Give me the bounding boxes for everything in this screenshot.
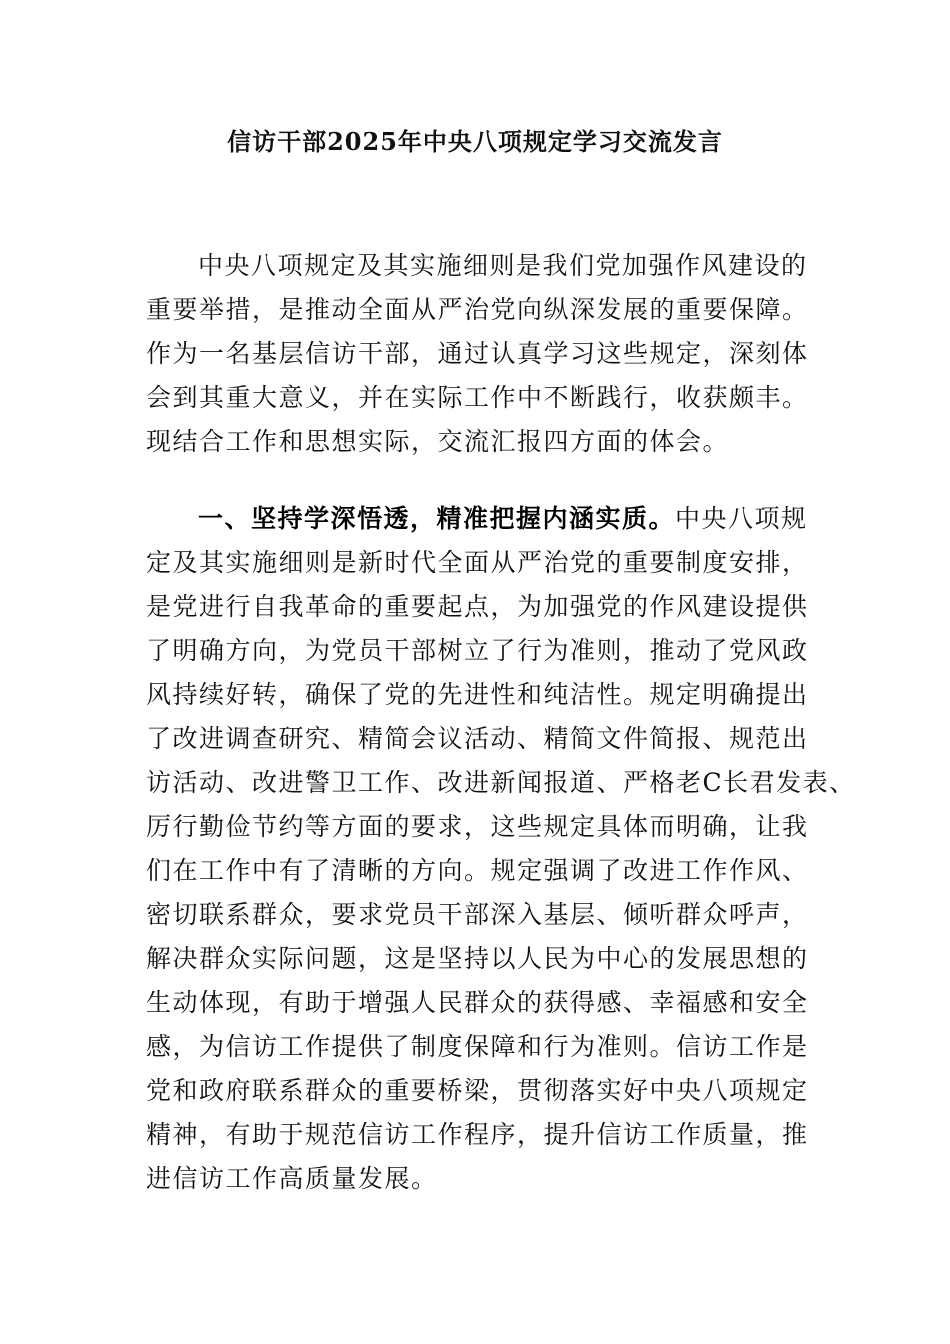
section-1-line: 风持续好转，确保了党的先进性和纯洁性。规定明确提出 <box>146 680 809 709</box>
section-1-line: 访活动、改进警卫工作、改进新闻报道、严格老C长君发表、 <box>146 768 856 797</box>
section-1-first-line-text: 中央八项规 <box>675 504 808 533</box>
section-1-line: 是党进行自我革命的重要起点，为加强党的作风建设提供 <box>146 592 809 621</box>
section-1-line: 生动体现，有助于增强人民群众的获得感、幸福感和安全 <box>146 988 809 1017</box>
intro-line: 现结合工作和思想实际，交流汇报四方面的体会。 <box>146 427 730 456</box>
document-title: 信访干部2025年中央八项规定学习交流发言 <box>227 127 723 156</box>
section-1-heading: 一、坚持学深悟透，精准把握内涵实质。 <box>198 504 676 533</box>
intro-line: 作为一名基层信访干部，通过认真学习这些规定，深刻体 <box>146 339 809 368</box>
section-1-line: 解决群众实际问题，这是坚持以人民为中心的发展思想的 <box>146 944 809 973</box>
section-1-line: 密切联系群众，要求党员干部深入基层、倾听群众呼声， <box>146 900 809 929</box>
section-1-line: 了改进调查研究、精简会议活动、精简文件简报、规范出 <box>146 724 809 753</box>
intro-line: 重要举措，是推动全面从严治党向纵深发展的重要保障。 <box>146 295 809 324</box>
section-1-line: 精神，有助于规范信访工作程序，提升信访工作质量，推 <box>146 1120 809 1149</box>
section-1-line: 党和政府联系群众的重要桥梁，贯彻落实好中央八项规定 <box>146 1076 809 1105</box>
section-1-line: 们在工作中有了清晰的方向。规定强调了改进工作作风、 <box>146 856 809 885</box>
intro-line: 中央八项规定及其实施细则是我们党加强作风建设的 <box>198 251 808 280</box>
section-1-line: 了明确方向，为党员干部树立了行为准则，推动了党风政 <box>146 636 809 665</box>
section-1-line: 定及其实施细则是新时代全面从严治党的重要制度安排， <box>146 548 809 577</box>
intro-line: 会到其重大意义，并在实际工作中不断践行，收获颇丰。 <box>146 383 809 412</box>
section-1-line: 厉行勤俭节约等方面的要求，这些规定具体而明确，让我 <box>146 812 809 841</box>
intro-paragraph <box>146 244 809 464</box>
section-1-paragraph <box>146 497 856 1201</box>
section-1-first-line <box>146 497 806 541</box>
section-1-line: 进信访工作高质量发展。 <box>146 1164 438 1193</box>
section-1-line: 感，为信访工作提供了制度保障和行为准则。信访工作是 <box>146 1032 809 1061</box>
